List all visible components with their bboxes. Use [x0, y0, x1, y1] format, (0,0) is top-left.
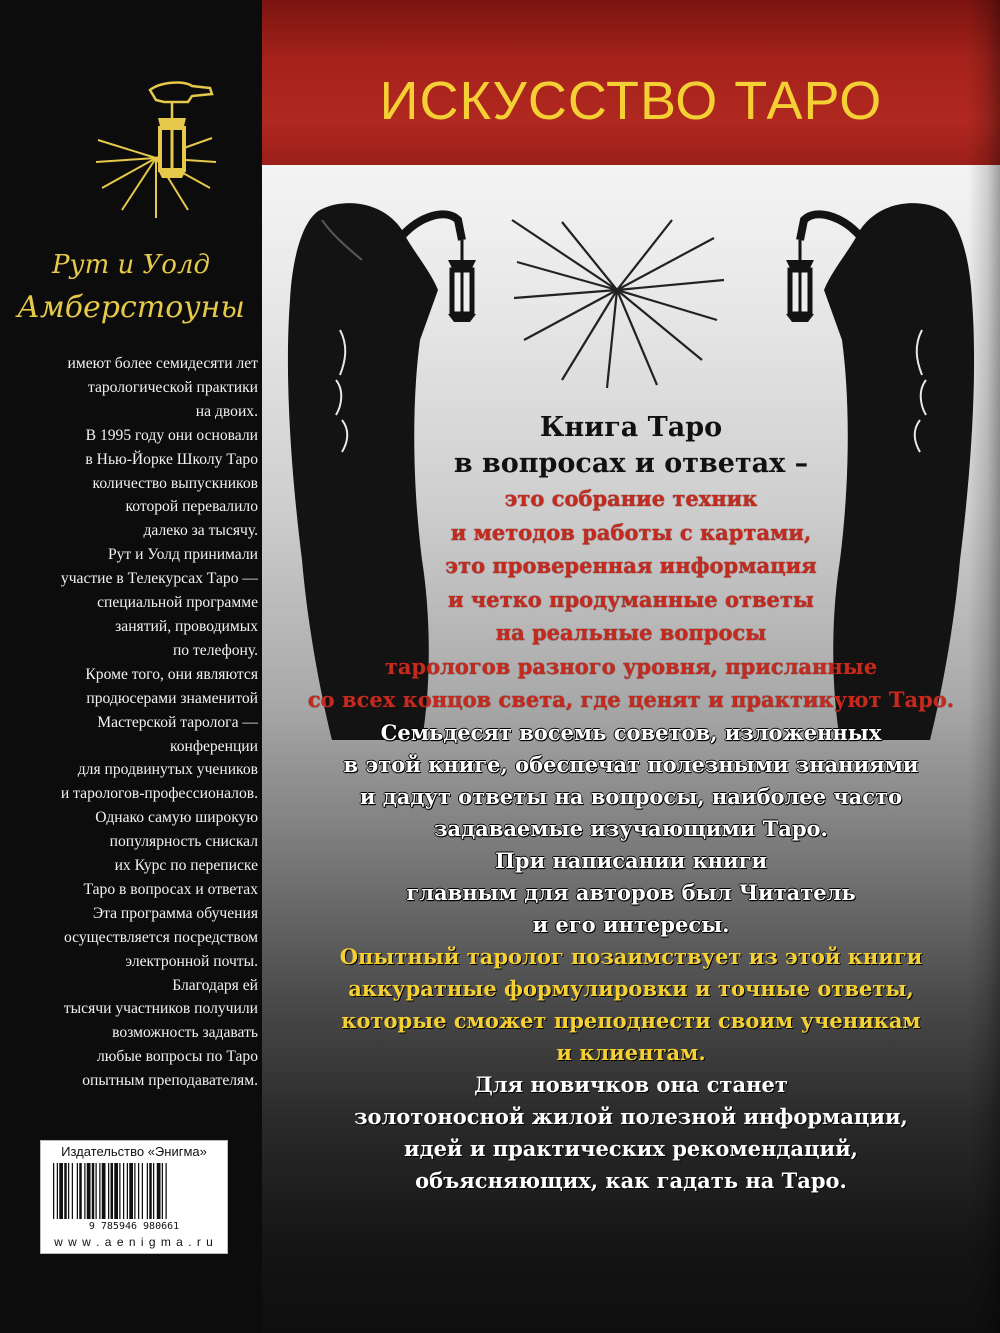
- publisher-label: Издательство «Энигма»: [61, 1144, 207, 1159]
- lantern-hand-logo-icon: [88, 70, 223, 220]
- blurb-white-line: главным для авторов был Читатель: [406, 879, 856, 905]
- bio-line: на двоих.: [195, 402, 258, 420]
- bio-line: и тарологов-профессионалов.: [60, 785, 258, 803]
- blurb-red-line: и методов работы с картами,: [450, 519, 812, 545]
- series-title: ИСКУССТВО ТАРО: [379, 71, 883, 131]
- blurb-white-line: При написании книги: [494, 847, 768, 873]
- barcode-icon: [51, 1163, 217, 1219]
- left-panel: [0, 0, 262, 1333]
- bio-line: В 1995 году они основали: [85, 426, 258, 444]
- blurb-white-line: и его интересы.: [532, 911, 730, 937]
- bio-line: любые вопросы по Таро: [96, 1048, 258, 1066]
- blurb-yellow-line: и клиентам.: [556, 1039, 706, 1065]
- blurb-red-line: это собрание техник: [504, 486, 758, 511]
- blurb-closing-line: золотоносной жилой полезной информации,: [354, 1103, 908, 1129]
- bio-line: участие в Телекурсах Таро —: [60, 570, 258, 588]
- bio-line: продюсерами знаменитой: [86, 689, 258, 707]
- bio-line: Кроме того, они являются: [85, 665, 258, 683]
- bio-line: Благодаря ей: [172, 976, 258, 994]
- bio-line: тарологической практики: [87, 378, 258, 396]
- blurb-red-line: со всех концов света, где ценят и практикуют Таро.: [307, 687, 955, 712]
- bio-line: Мастерской таролога —: [97, 713, 258, 731]
- bio-line: возможность задавать: [112, 1024, 258, 1042]
- bio-line: осуществляется посредством: [63, 928, 258, 946]
- bio-line: по телефону.: [172, 641, 258, 659]
- bio-line: в Нью-Йорке Школу Таро: [85, 450, 258, 468]
- author-names-line-1: Рут и Уолд: [52, 250, 210, 280]
- author-surname: Амберстоуны: [17, 290, 245, 325]
- right-panel: [262, 0, 1000, 1333]
- blurb-yellow-line: аккуратные формулировки и точные ответы,: [348, 975, 914, 1001]
- bio-line: электронной почты.: [125, 952, 258, 970]
- blurb-red-line: это проверенная информация: [445, 553, 817, 578]
- blurb-red-line: тарологов разного уровня, присланные: [384, 653, 878, 679]
- bio-line: которой перевалило: [125, 498, 258, 516]
- blurb-title-line: в вопросах и ответах –: [453, 448, 809, 479]
- blurb-white-line: и дадут ответы на вопросы, наиболее часто: [359, 783, 903, 809]
- bio-line: Эта программа обучения: [92, 904, 258, 922]
- blurb-yellow-line: которые сможет преподнести своим ученикам: [341, 1007, 921, 1033]
- cover-edge-shadow: [968, 0, 1000, 1333]
- blurb-yellow-line: Опытный таролог позаимствует из этой книги: [339, 943, 923, 969]
- blurb-white-line: задаваемые изучающими Таро.: [434, 815, 828, 841]
- bio-line: имеют более семидесяти лет: [67, 355, 258, 372]
- bio-line: занятий, проводимых: [115, 617, 258, 635]
- bio-line: конференции: [169, 737, 258, 755]
- blurb-text: [262, 410, 1000, 1197]
- bio-line: опытным преподавателям.: [82, 1072, 258, 1090]
- publisher-website: w w w . a e n i g m a . r u: [54, 1235, 214, 1249]
- blurb-white-line: Семьдесят восемь советов, изложенных: [380, 719, 882, 745]
- blurb-title-line: Книга Таро: [539, 412, 723, 443]
- blurb-white-line: в этой книге, обеспечат полезными знаниями: [343, 751, 919, 777]
- bio-line: Рут и Уолд принимали: [107, 546, 258, 564]
- bio-line: тысячи участников получили: [63, 1000, 258, 1018]
- blurb-red-line: и четко продуманные ответы: [448, 586, 814, 612]
- bio-line: для продвинутых учеников: [77, 761, 258, 779]
- bio-line: Однако самую широкую: [95, 809, 258, 827]
- bio-line: количество выпускников: [92, 474, 258, 492]
- bio-line: специальной программе: [97, 594, 258, 612]
- author-bio: [8, 352, 258, 1093]
- blurb-closing-line: Для новичков она станет: [474, 1071, 788, 1097]
- bio-line: далеко за тысячу.: [143, 522, 258, 540]
- barcode-block: [40, 1140, 228, 1254]
- bio-line: популярность снискал: [109, 833, 258, 851]
- isbn-digits: 9 785946 980661: [88, 1221, 180, 1232]
- blurb-red-line: на реальные вопросы: [495, 620, 767, 645]
- blurb-closing-line: объясняющих, как гадать на Таро.: [415, 1167, 847, 1193]
- blurb-closing-line: идей и практических рекомендаций,: [404, 1135, 858, 1161]
- bio-line: их Курс по переписке: [114, 857, 258, 875]
- bio-line: Таро в вопросах и ответах: [83, 880, 258, 898]
